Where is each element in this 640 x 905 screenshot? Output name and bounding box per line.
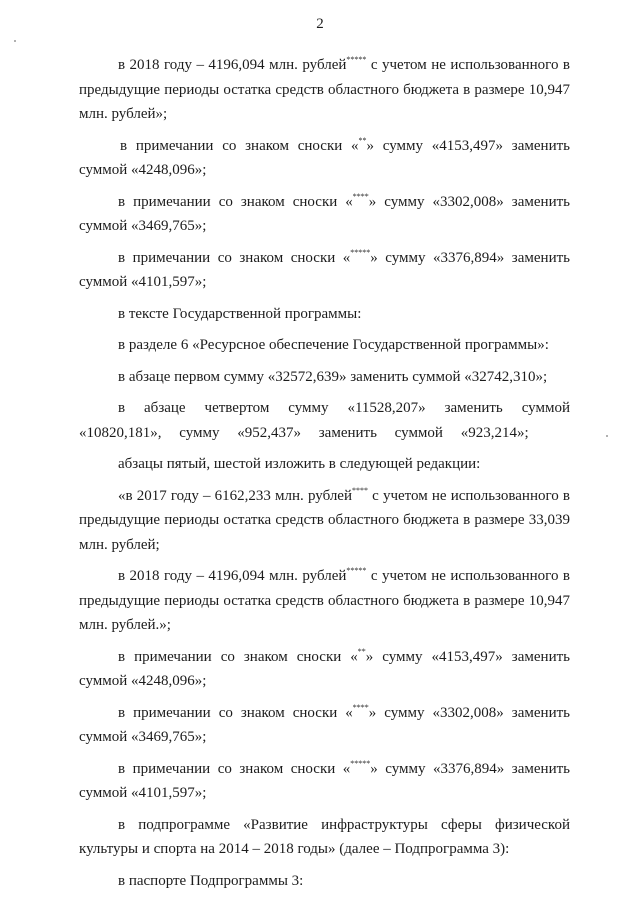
paragraph-text: с учетом не использованного в предыдущие периоды остатка средств областного бюджета в размере 33,039 млн. рублей; bbox=[79, 487, 570, 553]
footnote-mark: ** bbox=[357, 646, 366, 656]
paragraph bbox=[79, 452, 570, 477]
paragraph-text: в примечании со знаком сноски « bbox=[118, 193, 353, 210]
scan-speck bbox=[606, 435, 608, 437]
paragraph bbox=[79, 134, 570, 183]
page-number: 2 bbox=[316, 16, 324, 32]
paragraph-text: в 2018 году – 4196,094 млн. рублей bbox=[118, 568, 347, 584]
paragraph bbox=[79, 53, 570, 127]
paragraph-text: в тексте Государственной программы: bbox=[118, 305, 362, 322]
footnote-mark: **** bbox=[352, 702, 369, 712]
paragraph-text: » сумму «4153,497» заменить суммой «4248,096»; bbox=[79, 137, 570, 178]
paragraph-text: «в 2017 году – 6162,233 млн. рублей bbox=[118, 487, 352, 504]
footnote-mark: ***** bbox=[346, 566, 367, 575]
paragraph bbox=[79, 365, 570, 390]
paragraph bbox=[79, 484, 570, 558]
paragraph-text: в примечании со знаком сноски « bbox=[118, 704, 353, 721]
paragraph-text: » сумму «3376,894» заменить суммой «4101,597»; bbox=[79, 760, 570, 801]
footnote-mark: ** bbox=[358, 135, 367, 145]
paragraph-text: в абзаце четвертом сумму «11528,207» заменить суммой «10820,181», сумму «952,437» заменить суммой «923,214»; bbox=[79, 400, 570, 441]
paragraph-text: » сумму «3302,008» заменить суммой «3469,765»; bbox=[79, 193, 570, 234]
paragraph bbox=[79, 396, 570, 445]
paragraph-text: в 2018 году – 4196,094 млн. рублей bbox=[118, 57, 347, 73]
paragraph-text: в примечании со знаком сноски « bbox=[120, 137, 359, 154]
paragraph bbox=[79, 190, 570, 239]
paragraph-text: в примечании со знаком сноски « bbox=[118, 648, 358, 665]
paragraph bbox=[79, 869, 570, 894]
document-body bbox=[79, 53, 570, 900]
paragraph bbox=[79, 645, 570, 694]
paragraph-text: » сумму «3302,008» заменить суммой «3469,765»; bbox=[79, 704, 570, 745]
paragraph-text: » сумму «4153,497» заменить суммой «4248,096»; bbox=[79, 648, 570, 689]
paragraph bbox=[79, 757, 570, 806]
footnote-mark: ***** bbox=[350, 247, 371, 257]
paragraph-text: в абзаце первом сумму «32572,639» заменить суммой «32742,310»; bbox=[118, 368, 548, 385]
paragraph-text: в разделе 6 «Ресурсное обеспечение Государственной программы»: bbox=[118, 337, 549, 353]
footnote-mark: **** bbox=[352, 485, 368, 495]
paragraph-text: в примечании со знаком сноски « bbox=[118, 249, 351, 266]
paragraph bbox=[79, 813, 570, 862]
paragraph bbox=[79, 333, 570, 358]
paragraph-text: в паспорте Подпрограммы 3: bbox=[118, 872, 304, 889]
paragraph-text: с учетом не использованного в предыдущие периоды остатка средств областного бюджета в размере 10,947 млн. рублей.»; bbox=[79, 568, 570, 633]
paragraph-text: в подпрограмме «Развитие инфраструктуры сферы физической культуры и спорта на 2014 – 2018 годы» (далее – Подпрограмма 3): bbox=[79, 816, 570, 857]
paragraph-text: в примечании со знаком сноски « bbox=[118, 760, 351, 777]
footnote-mark: **** bbox=[352, 191, 369, 201]
paragraph-text: с учетом не использованного в предыдущие периоды остатка средств областного бюджета в размере 10,947 млн. рублей»; bbox=[79, 57, 570, 122]
scan-speck bbox=[14, 40, 16, 42]
paragraph bbox=[79, 302, 570, 327]
paragraph-text: » сумму «3376,894» заменить суммой «4101,597»; bbox=[79, 249, 570, 290]
paragraph-text: абзацы пятый, шестой изложить в следующей редакции: bbox=[118, 456, 481, 472]
footnote-mark: ***** bbox=[346, 55, 367, 64]
paragraph bbox=[79, 564, 570, 638]
paragraph bbox=[79, 246, 570, 295]
paragraph bbox=[79, 701, 570, 750]
footnote-mark: ***** bbox=[350, 758, 371, 768]
